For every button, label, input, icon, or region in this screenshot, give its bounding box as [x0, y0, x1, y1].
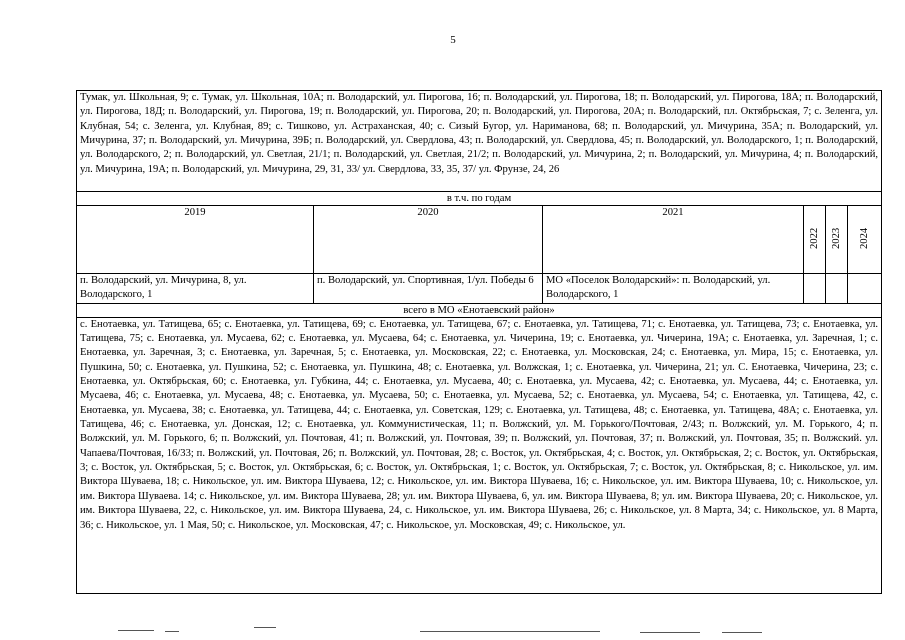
by-years-header-row	[77, 192, 882, 206]
year-2022-cell	[804, 206, 826, 274]
district-address-row	[77, 317, 882, 593]
year-2020: 2020	[314, 206, 543, 274]
value-2022	[804, 274, 826, 304]
district-header-row	[77, 303, 882, 317]
year-2024: 2024	[858, 227, 870, 249]
by-years-header: в т.ч. по годам	[77, 192, 882, 206]
year-2024-cell	[848, 206, 882, 274]
value-2023	[826, 274, 848, 304]
year-2023-cell	[826, 206, 848, 274]
value-2024	[848, 274, 882, 304]
year-2019: 2019	[77, 206, 314, 274]
district-address-cell: с. Енотаевка, ул. Татищева, 65; с. Енотаевка, ул. Татищева, 69; с. Енотаевка, ул. Татищева, 67; с. Енотаевка, ул. Татищева, 71; с. Енотаевка, ул. Татищева, 73; с. Енотаевка, ул. Татищева, 75; с. Енотаевка, ул. Мусаева, 62; с. Енотаевка, ул. Мусаева, 64; с. Енотаевка, ул. Чичерина, 19; с. Енотаевка, ул. Чичерина, 19А; с. Енотаевка, ул. Заречная, 1; с. Енотаевка, ул. Заречная, 3; с. Енотаевка, ул. Заречная, 5; с. Енотаевка, ул. Московская, 22; с. Енотаевка, ул. Московская, 24; с. Енотаевка, ул. Мира, 15; с. Енотаевка, ул. Пушкина, 50; с. Енотаевка, ул. Пушкина, 52; с. Енотаевка, ул. Пушкина, 48; с. Енотаевка, ул. Волжская, 1; с. Енотаевка, ул. Чичерина, 21; ул. С. Енотаевка, Чичерина, 23; с. Енотаевка, ул. Октябрьская, 60; с. Енотаевка, ул. Губкина, 44; с. Енотаевка, ул. Мусаева, 40; с. Енотаевка, ул. Мусаева, 42; с. Енотаевка, ул. Мусаева, 44; с. Енотаевка, ул. Мусаева, 46; с. Енотаевка, ул. Мусаева, 48; с. Енотаевка, ул. Мусаева, 50; с. Енотаевка, ул. Мусаева, 52; с. Енотаевка, ул. Мусаева, 54; с. Енотаевка, ул. Татищева, 42, с. Енотаевка, ул. Мусаева, 38; с. Енотаевка, ул. Татищева, 44; с. Енотаевка, ул. Советская, 129; с. Енотаевка, ул. Татищева, 48; с. Енотаевка, ул. Татищева, 48А; с. Енотаевка, ул. Татищева, 46; с. Енотаевка, ул. Донская, 12; с. Енотаевка, ул. Коммунистическая, 11; п. Волжский, ул. М. Горького/Почтовая, 2/43; п. Волжский, ул. М. Горького, 4; п. Волжский, ул. М. Горького, 6; п. Волжский, ул. Почтовая, 41; п. Волжский, ул. Почтовая, 39; п. Волжский, ул. Почтовая, 37; п. Волжский, ул. Почтовая, 35; п. Волжский. ул. Чапаева/Почтовая, 16/33; п. Волжский, ул. Почтовая, 26; п. Волжский, ул. Почтовая, 28; с. Восток, ул. Октябрьская, 4; с. Восток, ул. Октябрьская, 2; с. Восток, ул. Октябрьская, 3; с. Восток, ул. Октябрьская, 5; с. Восток, ул. Октябрьская, 6; с. Восток, ул. Октябрьская, 1; с. Восток, ул. Октябрьская, 7; с. Восток, ул. Октябрьская, 8; с. Никольское, ул. им. Виктора Шуваева, 18; с. Никольское, ул. им. Виктора Шуваева, 12; с. Никольское, ул. им. Виктора Шуваева, 16; с. Никольское, ул. им. Виктора Шуваева, 10; с. Никольское, ул. им. Виктора Шуваева. 14; с. Никольское, ул. им. Виктора Шуваева, 28; ул. им. Виктора Шуваева, 6, ул. им. Виктора Шуваева, 8; ул. им. Виктора Шуваева, 20; с. Никольское, ул. им. Виктора Шуваева, 22, с. Никольское, ул. им. Виктора Шуваева, 24, с. Никольское, ул. им. Виктора Шуваева, 26; с. Никольское, ул. 8 Марта, 34; с. Никольское, ул. 8 Марта, 36; с. Никольское, ул. 1 Мая, 50; с. Никольское, ул. Московская, 47; с. Никольское, ул. Московская, 49; с. Никольское, ул.	[77, 317, 882, 593]
scan-bottom-marks	[0, 622, 905, 640]
addresses-table	[76, 90, 882, 594]
page-number: 5	[450, 34, 456, 46]
district-header: всего в МО «Енотаевский район»	[77, 303, 882, 317]
value-2021: МО «Поселок Володарский»: п. Володарский, ул. Володарского, 1	[543, 274, 804, 304]
year-2022: 2022	[808, 227, 820, 249]
years-values-row	[77, 274, 882, 304]
value-2020: п. Володарский, ул. Спортивная, 1/ул. Победы 6	[314, 274, 543, 304]
top-address-row	[77, 91, 882, 192]
years-header-row	[77, 206, 882, 274]
top-address-cell: Тумак, ул. Школьная, 9; с. Тумак, ул. Школьная, 10А; п. Володарский, ул. Пирогова, 16; п. Володарский, ул. Пирогова, 18; п. Володарский, ул. Пирогова, 18А; п. Володарский, ул. Пирогова, 18Д; п. Володарский, ул. Пирогова, 19; п. Володарский, ул. Пирогова, 20; п. Володарский, ул. Пирогова, 20А; п. Володарский, пл. Октябрьская, 7; с. Зеленга, ул. Клубная, 54; с. Зеленга, ул. Клубная, 89; с. Тишково, ул. Астраханская, 40; с. Сизый Бугор, ул. Нариманова, 68; п. Володарский, ул. Мичурина, 35А; п. Володарский, ул. Мичурина, 37; п. Володарский, ул. Мичурина, 39Б; п. Володарский, ул. Свердлова, 43; п. Володарский, ул. Свердлова, 45; п. Володарский, ул. Володарского, 1; п. Володарский, ул. Володарского, 2; п. Володарский, ул. Светлая, 21/1; п. Володарский, ул. Светлая, 21/2; п. Володарский, ул. Мичурина, 2; п. Володарский, ул. Мичурина, 4; п. Володарский, ул. Мичурина, 19А; п. Володарский, ул. Мичурина, 29, 31, 33/ ул. Свердлова, 33, 35, 37/ ул. Фрунзе, 24, 26	[77, 91, 882, 192]
value-2019: п. Володарский, ул. Мичурина, 8, ул. Володарского, 1	[77, 274, 314, 304]
year-2023: 2023	[830, 227, 842, 249]
year-2021: 2021	[543, 206, 804, 274]
